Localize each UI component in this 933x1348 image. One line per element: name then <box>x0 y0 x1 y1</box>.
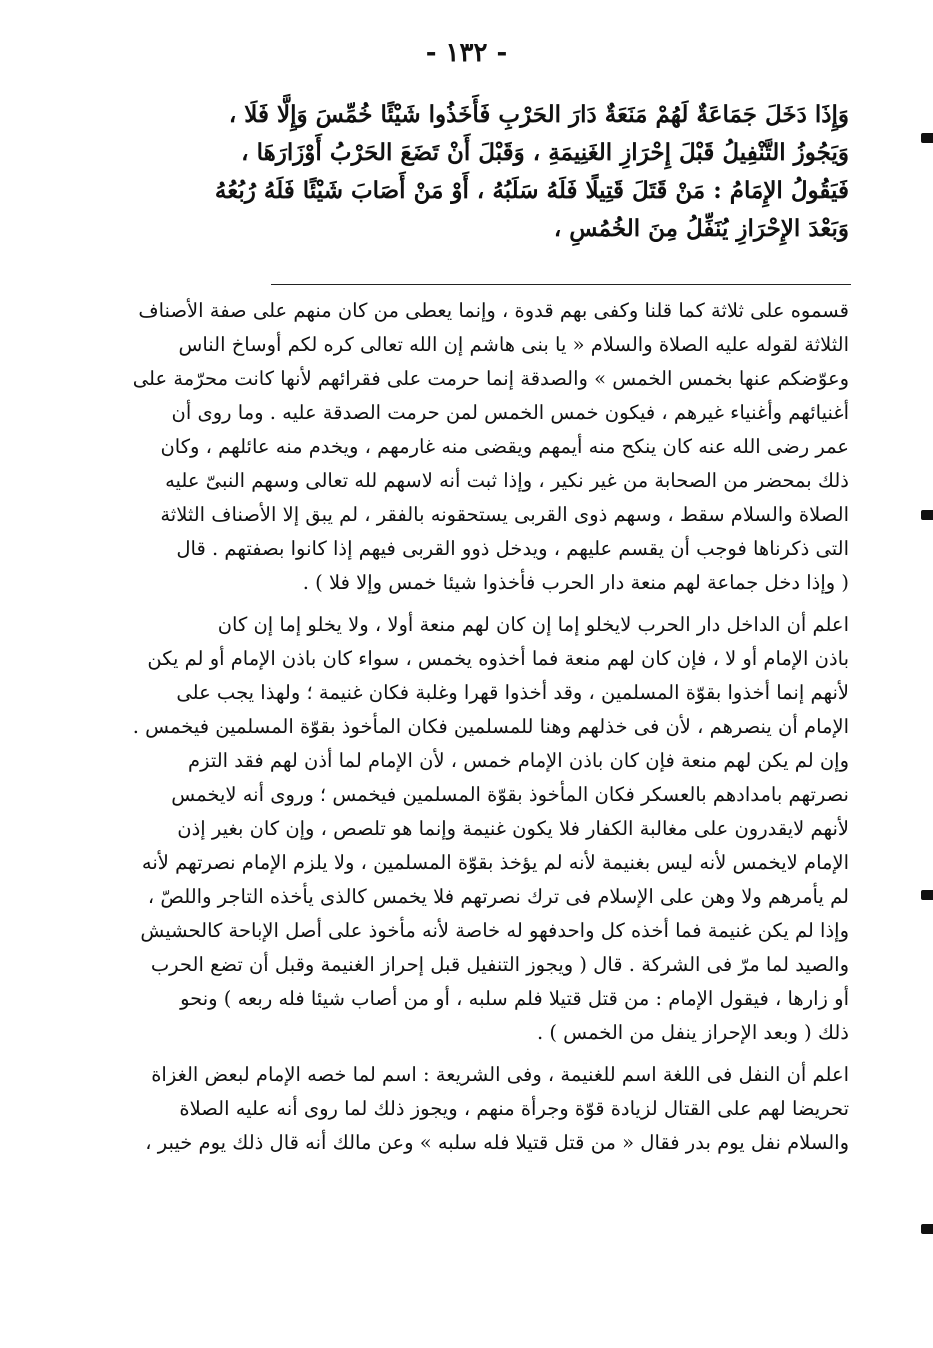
commentary-line: ذلك بمحضر من الصحابة من غير نكير ، وإذا ثبت أنه لاسهم لله تعالى وسهم النبىّ عليه <box>165 469 849 492</box>
commentary-line: باذن الإمام أو لا ، فإن كان لهم منعة فما أخذوه يخمس ، سواء كان باذن الإمام أو لم يكن <box>147 647 849 670</box>
commentary-line: ( وإذا دخل جماعة لهم منعة دار الحرب فأخذوا شيئا خمس وإلا فلا ) . <box>302 571 849 594</box>
commentary-line: لأنهم لايقدرون على مغالبة الكفار فلا يكون غنيمة وإنما هو تلصص ، وإن كان بغير إذن <box>177 817 849 840</box>
commentary-line: نصرتهم بامدادهم بالعسكر فكان المأخوذ بقوّة المسلمين فيخمس ؛ وروى أنه لايخمس <box>171 783 849 806</box>
commentary-line: لم يأمرهم ولا وهن على الإسلام فى ترك نصرتهم فلا يخمس كالذى يأخذه التاجر واللصّ ، <box>147 885 849 908</box>
commentary-block <box>79 294 849 1168</box>
commentary-line: وإن لم يكن لهم منعة فإن كان باذن الإمام خمس ، لأن الإمام لما أذن لهم فقد التزم <box>188 749 849 772</box>
commentary-line: عمر رضى الله عنه كان ينكح منه أيمهم ويقضى منه غارمهم ، ويخدم منه عائلهم ، وكان <box>160 435 849 458</box>
scan-edge-mark <box>921 890 933 900</box>
matn-line: وَيَجُوزُ التَّنْفِيلُ قَبْلَ إِحْرَازِ الغَنِيمَةِ ، وَقَبْلَ أَنْ تَضَعَ الحَرْبُ أَوْزَارَهَا ، <box>241 139 849 166</box>
commentary-line: التى ذكرناها فوجب أن يقسم عليهم ، ويدخل ذوو القربى فيهم إذا كانوا بصفتهم . قال <box>176 537 849 560</box>
commentary-line: تحريضا لهم على القتال لزيادة قوّة وجرأة منهم ، ويجوز ذلك لما روى أنه عليه الصلاة <box>179 1097 849 1120</box>
scan-edge-mark <box>921 133 933 143</box>
commentary-paragraph-3 <box>79 1058 849 1160</box>
matn-line: فَيَقُولُ الإِمَامُ : مَنْ قَتَلَ قَتِيلًا فَلَهُ سَلَبُهُ ، أَوْ مَنْ أَصَابَ شَيْئًا فَلَهُ رُبُعُهُ <box>214 177 849 204</box>
commentary-paragraph-1 <box>79 294 849 600</box>
matn-line: وَبَعْدَ الإِحْرَازِ يُنَفِّلُ مِنَ الخُمُسِ ، <box>553 215 849 242</box>
commentary-line: ذلك ( وبعد الإحراز ينفل من الخمس ) . <box>536 1021 849 1044</box>
commentary-line: اعلم أن النفل فى اللغة اسم للغنيمة ، وفى الشريعة : اسم لما خصه الإمام لبعض الغزاة <box>151 1063 849 1086</box>
commentary-line: الصلاة والسلام سقط ، وسهم ذوى القربى يستحقونه بالفقر ، لم يبق إلا الأصناف الثلاثة <box>160 503 849 526</box>
scan-edge-mark <box>921 1224 933 1234</box>
commentary-line: أو زارها ، فيقول الإمام : من قتل قتيلا فلم سلبه ، أو من أصاب شيئا فله ربعه ) ونحو <box>180 987 849 1010</box>
commentary-line: والسلام نفل يوم بدر فقال « من قتل قتيلا فله سلبه » وعن مالك أنه قال ذلك يوم خيبر ، <box>145 1131 849 1154</box>
commentary-paragraph-2 <box>79 608 849 1050</box>
commentary-line: الثلاثة لقوله عليه الصلاة والسلام « يا بنى هاشم إن الله تعالى كره لكم أوساخ الناس <box>178 333 849 356</box>
commentary-line: اعلم أن الداخل دار الحرب لايخلو إما إن كان لهم منعة أولا ، ولا يخلو إما إن كان <box>217 613 849 636</box>
commentary-line: الإمام لايخمس لأنه ليس بغنيمة لأنه لم يؤخذ بقوّة المسلمين ، ولا يلزم الإمام نصرتهم لأنه <box>141 851 849 874</box>
section-divider <box>271 284 851 285</box>
commentary-line: وإذا لم يكن غنيمة فما أخذه كل واحدفهو له خاصة لأنه مأخوذ على أصل الإباحة كالحشيش <box>140 919 849 942</box>
matn-line: وَإِذَا دَخَلَ جَمَاعَةٌ لَهُمْ مَنَعَةٌ دَارَ الحَرْبِ فَأَخَذُوا شَيْئًا خُمِّسَ وَإِلَّا فَلَا ، <box>228 101 849 128</box>
commentary-line: وعوّضكم عنها بخمس الخمس » والصدقة إنما حرمت على فقرائهم لأنها كانت محرّمة على <box>132 367 849 390</box>
scan-edge-mark <box>921 510 933 520</box>
page-number: - ١٣٢ - <box>425 38 508 68</box>
matn-block <box>79 96 849 248</box>
commentary-line: لأنهم إنما أخذوا بقوّة المسلمين ، وقد أخذوا قهرا وغلبة فكان غنيمة ؛ ولهذا يجب على <box>176 681 849 704</box>
commentary-line: أغنيائهم وأغنياء غيرهم ، فيكون خمس الخمس لمن حرمت الصدقة عليه . وما روى أن <box>171 401 849 424</box>
commentary-line: الإمام أن ينصرهم ، لأن فى خذلهم وهنا للمسلمين فكان المأخوذ بقوّة المسلمين فيخمس . <box>132 715 849 738</box>
commentary-line: والصيد لما مرّ فى الشركة . قال ( ويجوز التنفيل قبل إحراز الغنيمة وقبل أن تضع الحرب <box>150 953 849 976</box>
commentary-line: قسموه على ثلاثة كما قلنا وكفى بهم قدوة ، وإنما يعطى من كان منهم على صفة الأصناف <box>138 299 849 322</box>
